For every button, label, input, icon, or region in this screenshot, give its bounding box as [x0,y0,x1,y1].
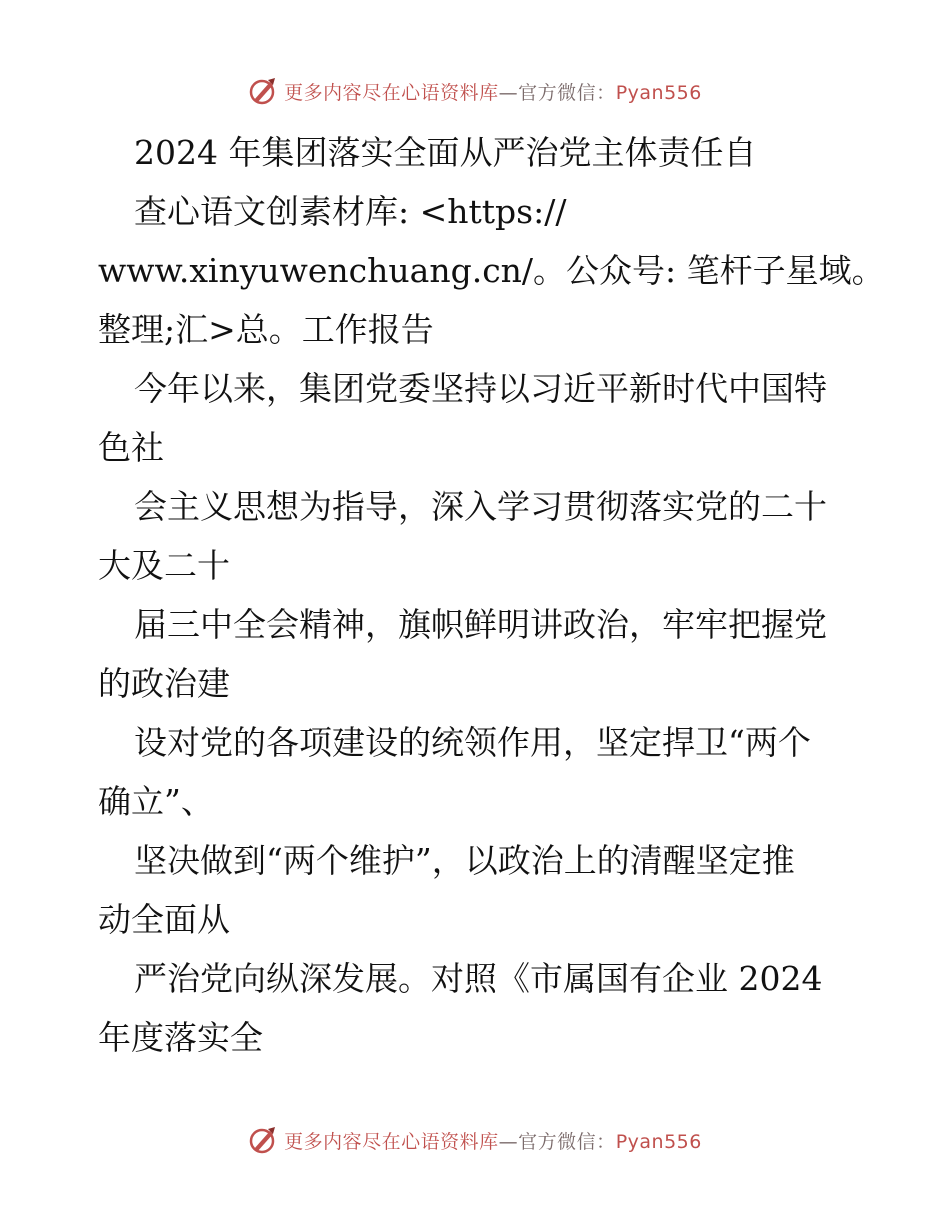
doc-line-title-1: 2024 年集团落实全面从严治党主体责任自 [134,133,757,172]
doc-line: 的政治建 [98,664,230,703]
doc-line-title-4: 整理;汇>总。工作报告 [98,310,434,349]
banner-wechat-handle: Pyan556 [615,81,702,104]
quill-seal-icon [248,76,278,106]
banner-main-text: 更多内容尽在心语资料库 [284,1130,499,1153]
banner-text [284,1127,702,1154]
quill-seal-icon [248,1125,278,1155]
doc-line: 严治党向纵深发展。对照《市属国有企业 2024 [134,959,823,998]
banner-wechat-label: 官方微信： [518,1130,616,1153]
doc-line: 今年以来，集团党委坚持以习近平新时代中国特 [134,369,827,408]
doc-line: 确立”、 [98,782,214,821]
doc-line: 设对党的各项建设的统领作用，坚定捍卫“两个 [134,723,811,762]
banner-wechat-handle: Pyan556 [615,1130,702,1153]
banner-separator: — [498,81,519,104]
document-body [98,123,885,1067]
doc-line: 动全面从 [98,900,230,939]
doc-line-title-2: 查心语文创素材库: <https:// [134,192,567,231]
doc-line: 色社 [98,428,164,467]
header-banner [0,71,950,111]
footer-banner [0,1120,950,1160]
doc-line: 年度落实全 [98,1018,263,1057]
doc-line: 会主义思想为指导，深入学习贯彻落实党的二十 [134,487,827,526]
banner-main-text: 更多内容尽在心语资料库 [284,81,499,104]
banner-wechat-label: 官方微信： [518,81,616,104]
doc-line-title-3: www.xinyuwenchuang.cn/。公众号: 笔杆子星域。 [98,251,885,290]
doc-line: 届三中全会精神，旗帜鲜明讲政治，牢牢把握党 [134,605,827,644]
doc-line: 大及二十 [98,546,230,585]
banner-text [284,78,702,105]
doc-line: 坚决做到“两个维护”，以政治上的清醒坚定推 [134,841,795,880]
banner-separator: — [498,1130,519,1153]
